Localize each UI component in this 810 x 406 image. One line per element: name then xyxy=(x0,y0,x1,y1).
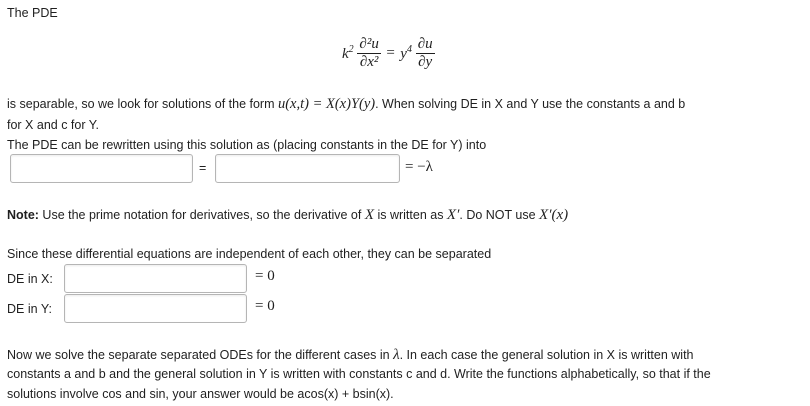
de-x-input[interactable] xyxy=(64,264,247,293)
pde-right-denominator: ∂y xyxy=(418,54,433,70)
note-label: Note: xyxy=(7,208,39,222)
note-text1: Use the prime notation for derivatives, so the derivative of xyxy=(38,208,365,222)
solve-line1b: . In each case the general solution in X is written with xyxy=(399,348,694,362)
separable-line2: for X and c for Y. xyxy=(7,118,99,132)
note-X-prime-x: X′(x) xyxy=(539,207,569,223)
solve-lambda: λ xyxy=(393,347,400,363)
solve-line3: solutions involve cos and sin, your answer would be acos(x) + bsin(x). xyxy=(7,387,394,401)
pde-right-numerator: ∂u xyxy=(417,36,433,52)
note-line xyxy=(7,207,568,224)
de-y-input[interactable] xyxy=(64,294,247,323)
de-x-equals-zero: = 0 xyxy=(255,268,275,284)
note-text3: . Do NOT use xyxy=(459,208,540,222)
solve-line2: constants a and b and the general solution in Y is written with constants c and d. Write the functions alphabetically, so that if the xyxy=(7,367,711,381)
note-text2: is written as xyxy=(373,208,447,222)
pde-left-coef: k xyxy=(342,46,349,62)
separated-text: Since these differential equations are independent of each other, they can be separated xyxy=(7,247,492,261)
intro-text: The PDE xyxy=(7,6,58,20)
separable-text-part2: . When solving DE in X and Y use the constants a and b xyxy=(375,97,686,111)
pde-right-coef-exp: 4 xyxy=(406,44,412,55)
de-x-label: DE in X: xyxy=(7,272,53,286)
solve-line1a: Now we solve the separate separated ODEs for the different cases in xyxy=(7,348,394,362)
rewrite-equals: = xyxy=(199,161,207,175)
de-y-equals-zero: = 0 xyxy=(255,298,275,314)
pde-left-denominator: ∂x² xyxy=(359,54,379,70)
pde-left-fraction xyxy=(357,36,380,71)
rewrite-input-right[interactable] xyxy=(215,154,400,183)
de-y-label: DE in Y: xyxy=(7,302,52,316)
separable-form: u(x,t) = X(x)Y(y) xyxy=(277,96,376,112)
separable-text-part1: is separable, so we look for solutions of the form xyxy=(7,97,278,111)
rewrite-equals-lambda: = −λ xyxy=(405,159,433,175)
solve-line1 xyxy=(7,347,694,364)
note-X-prime: X′ xyxy=(446,207,460,223)
rewrite-text: The PDE can be rewritten using this solution as (placing constants in the DE for Y) into xyxy=(7,138,487,152)
pde-left-coef-exp: 2 xyxy=(348,44,354,55)
pde-equation xyxy=(342,36,435,86)
rewrite-input-left[interactable] xyxy=(10,154,193,183)
pde-equals: = xyxy=(386,45,395,61)
pde-right-coef: y xyxy=(400,46,407,62)
pde-left-numerator: ∂²u xyxy=(359,36,379,52)
pde-right-fraction xyxy=(416,36,435,71)
separable-line1 xyxy=(7,96,685,113)
note-X: X xyxy=(364,207,374,223)
